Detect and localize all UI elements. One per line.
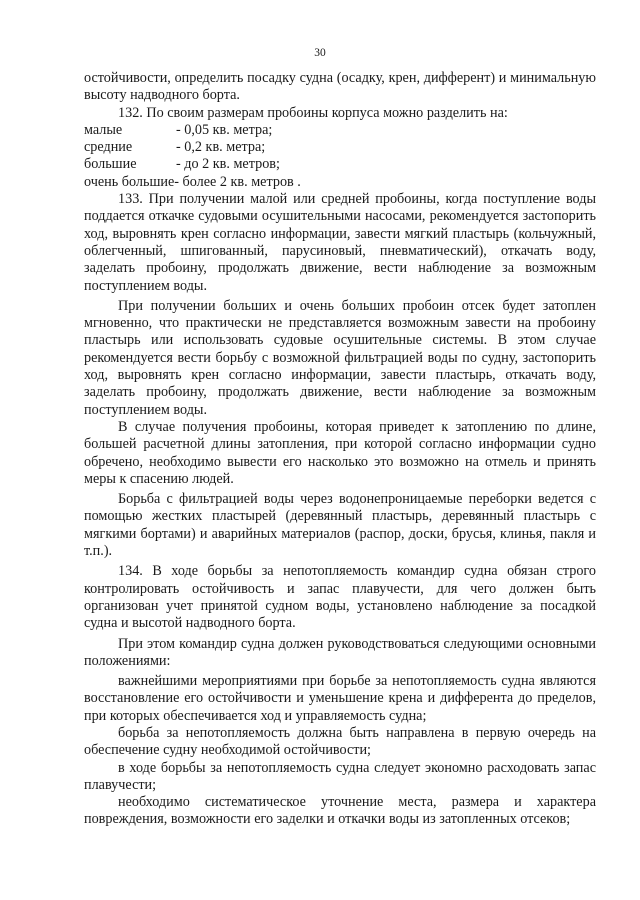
hole-size-large <box>84 156 596 173</box>
hole-size-name: малые <box>84 121 123 138</box>
hole-size-small <box>84 122 596 139</box>
hole-size-name: большие <box>84 156 137 173</box>
paragraph-large-holes: При получении больших и очень больших пробоин отсек будет затоплен мгновенно, что практически не представляется возможным завести на пробоину пластырь или использовать судовые осушительные системы. В этом случае рекомендуется вести борьбу с возможной фильтрацией воды по судну, застопорить ход, выровнять крен согласно информации, завести пластырь, откачать воду, заделать пробоину, продолжать движение, вести наблюдение за возможным поступлением воды. <box>84 297 596 418</box>
guideline-item: борьба за непотопляемость должна быть направлена в первую очередь на обеспечение судну необходимой остойчивости; <box>84 724 596 759</box>
guideline-item: необходимо систематическое уточнение места, размера и характера повреждения, возможности его заделки и откачки воды из затопленных отсеков; <box>84 794 596 828</box>
hole-size-value: - 0,2 кв. метра; <box>176 139 266 156</box>
hole-size-value: - до 2 кв. метров; <box>176 156 280 173</box>
paragraph-flooding: В случае получения пробоины, которая приведет к затоплению по длине, большей расчетной длины затопления, при которой согласно информации судно обречено, необходимо вывести его насколько это возможно на отмель и принять меры к спасению людей. <box>84 418 596 487</box>
guideline-item: в ходе борьбы за непотопляемость судна следует экономно расходовать запас плавучести; <box>84 759 596 793</box>
hole-size-name: очень большие <box>84 173 175 190</box>
hole-size-value: - более 2 кв. метров . <box>174 173 301 190</box>
paragraph-guidelines: При этом командир судна должен руководствоваться следующими основными положениями: <box>84 635 596 669</box>
paragraph-133: 133. При получении малой или средней пробоины, когда поступление воды поддается откачке судовыми осушительными насосами, рекомендуется застопорить ход, выровнять крен согласно информации, завести мягкий пластырь (кольчужный, облегченный, шпигованный, парусиновый, пневматический), откачать воду, заделать пробоину, продолжать движение, вести наблюдение за возможным поступлением воды. <box>84 191 596 294</box>
body-text <box>84 70 596 829</box>
hole-size-very-large <box>84 174 596 191</box>
page-number: 30 <box>314 47 326 59</box>
paragraph-134: 134. В ходе борьбы за непотопляемость командир судна обязан строго контролировать остойчивость и запас плавучести, для чего должен быть организован учет принятой судном воды, установлено наблюдение за посадкой судна и высотой надводного борта. <box>84 563 596 632</box>
hole-size-value: - 0,05 кв. метра; <box>176 121 273 138</box>
hole-size-medium <box>84 139 596 156</box>
paragraph-132: 132. По своим размерам пробоины корпуса можно разделить на: <box>118 104 508 121</box>
intro-paragraph: остойчивости, определить посадку судна (осадку, крен, дифферент) и минимальную высоту надводного борта. <box>84 70 596 104</box>
hole-size-list <box>84 122 596 191</box>
paragraph-filtration: Борьба с фильтрацией воды через водонепроницаемые переборки ведется с помощью жестких пластырей (деревянный пластырь, деревянный пластырь с мягкими бортами) и аварийных материалов (распор, доски, брусья, клинья, пакля и т.п.). <box>84 491 596 560</box>
hole-size-name: средние <box>84 139 133 156</box>
guideline-item: важнейшими мероприятиями при борьбе за непотопляемость судна являются восстановление его остойчивости и уменьшение крена и дифферента до пределов, при которых обеспечивается ход и управляемость судна; <box>84 673 596 724</box>
